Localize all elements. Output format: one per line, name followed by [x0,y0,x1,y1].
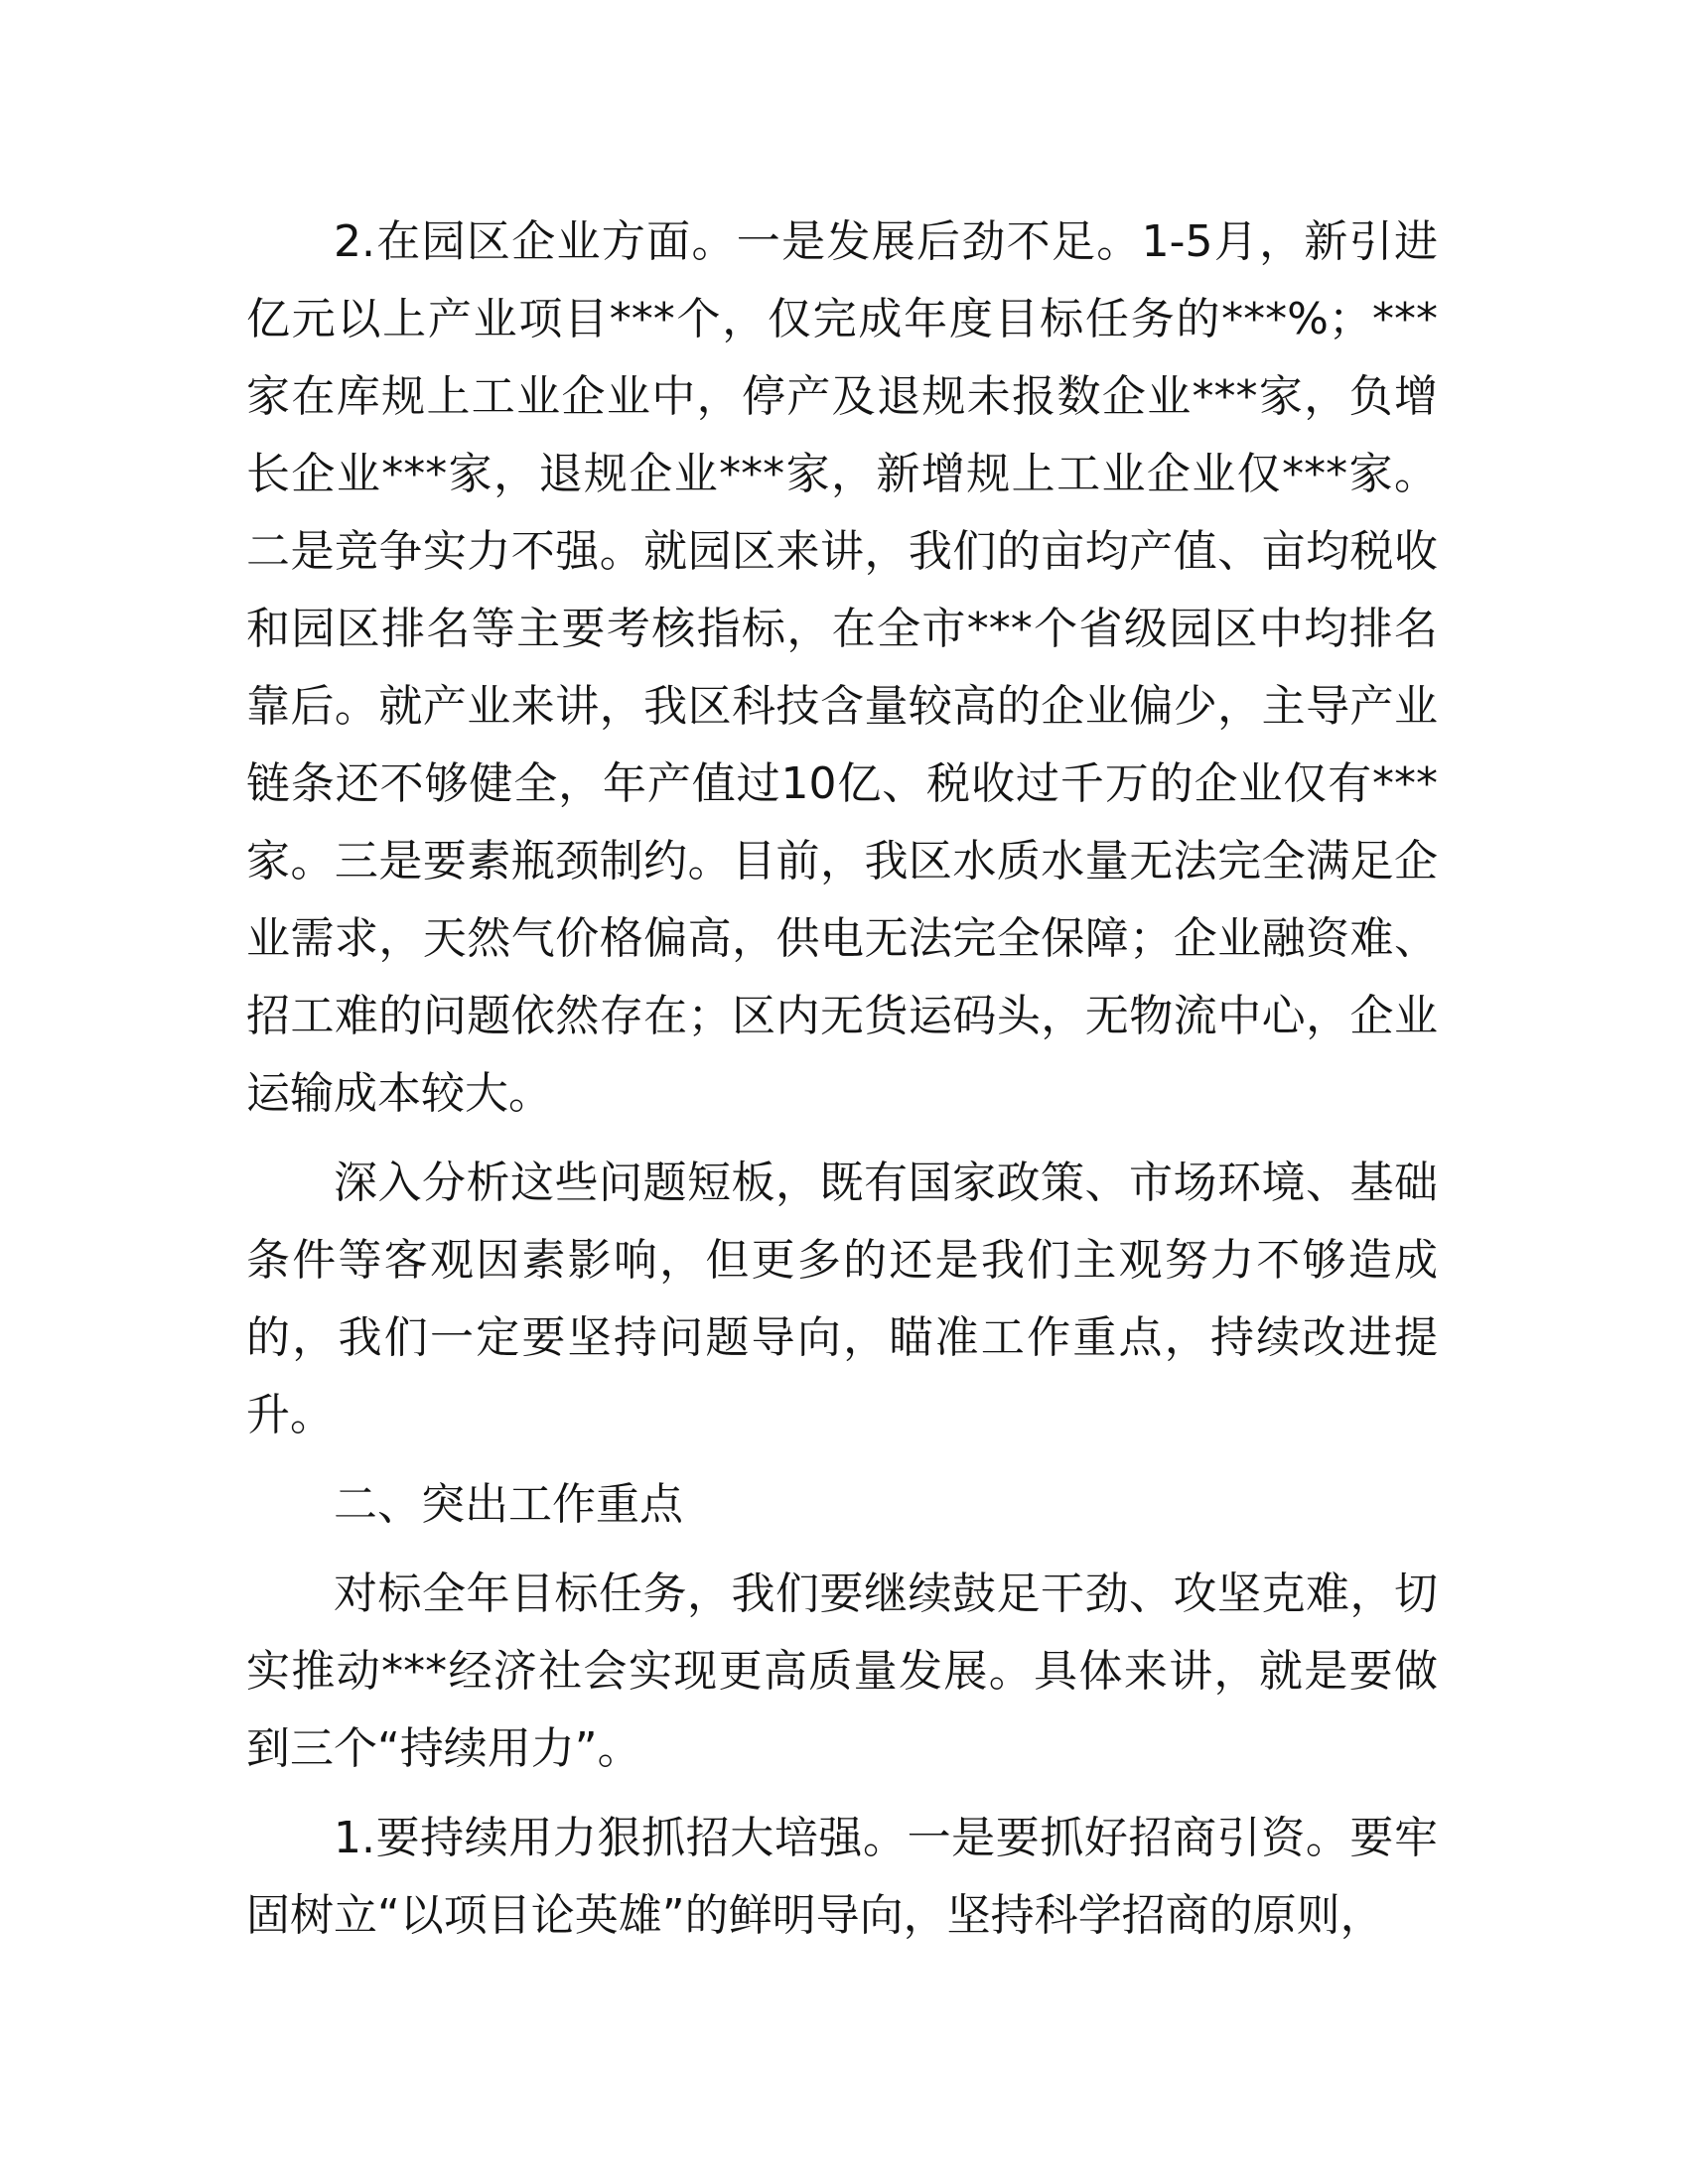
paragraph-park-enterprises: 2.在园区企业方面。一是发展后劲不足。1-5月，新引进亿元以上产业项目***个，仅完成年度目标任务的***%；***家在库规上工业企业中，停产及退规未报数企业***家，负增长企业***家，退规企业***家，新增规上工业企业仅***家。二是竞争实力不强。就园区来讲，我们的亩均产值、亩均税收和园区排名等主要考核指标，在全市***个省级园区中均排名靠后。就产业来讲，我区科技含量较高的企业偏少，主导产业链条还不够健全，年产值过10亿、税收过千万的企业仅有***家。三是要素瓶颈制约。目前，我区水质水量无法完全满足企业需求，天然气价格偏高，供电无法完全保障；企业融资难、招工难的问题依然存在；区内无货运码头，无物流中心，企业运输成本较大。 [246,216,1438,1119]
section-heading-work-focus: 二、突出工作重点 [334,1479,683,1530]
paragraph-investment-attraction: 1.要持续用力狠抓招大培强。一是要抓好招商引资。要牢固树立“以项目论英雄”的鲜明导向，坚持科学招商的原则， [246,1813,1438,1941]
paragraph-annual-targets: 对标全年目标任务，我们要继续鼓足干劲、攻坚克难，切实推动***经济社会实现更高质量发展。具体来讲，就是要做到三个“持续用力”。 [246,1569,1438,1774]
paragraph-analysis: 深入分析这些问题短板，既有国家政策、市场环境、基础条件等客观因素影响，但更多的还是我们主观努力不够造成的，我们一定要坚持问题导向，瞄准工作重点，持续改进提升。 [246,1158,1438,1440]
document-body [246,204,1438,1967]
